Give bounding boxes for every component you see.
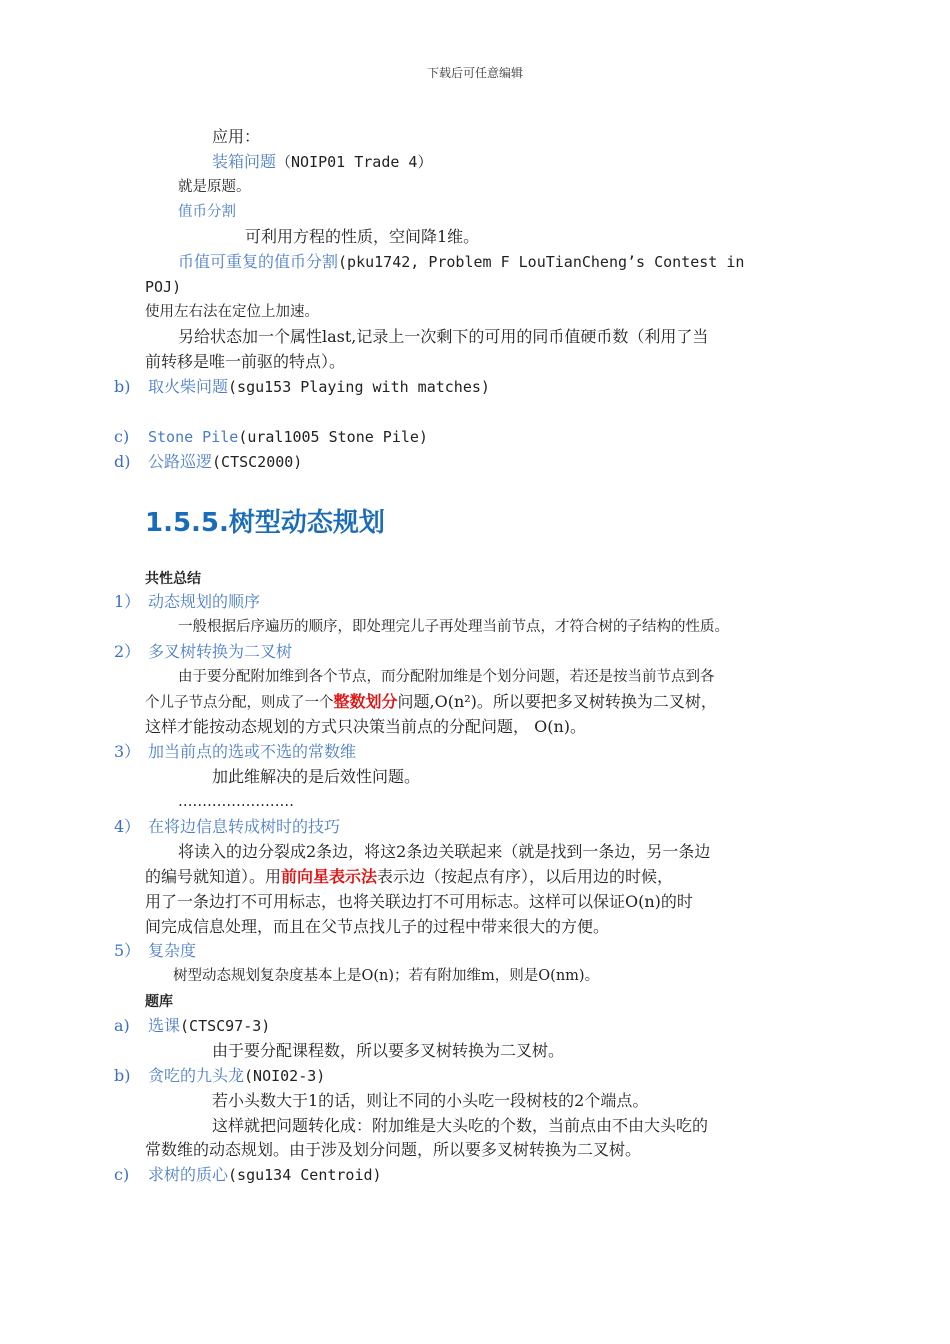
list-marker: d): [114, 452, 131, 471]
item-5-complexity: [114, 940, 196, 962]
ellipsis-dots: ……………………: [178, 794, 294, 810]
coin-split-link[interactable]: 值币分割: [178, 204, 236, 220]
item-4-title: 在将边信息转成树时的技巧: [148, 817, 341, 836]
item-1-title: 动态规划的顺序: [148, 592, 261, 611]
list-marker: 5）: [114, 941, 141, 960]
course-selection-source: (CTSC97-3): [180, 1017, 271, 1035]
list-marker: 2）: [114, 642, 141, 661]
item-5-title: 复杂度: [148, 941, 197, 960]
item-4-line2: [145, 866, 673, 888]
extra-state-line1: 另给状态加一个属性last,记录上一次剩下的可用的同币值硬币数（利用了当: [178, 327, 709, 346]
item-1-text: 一般根据后序遍历的顺序，即处理完儿子再处理当前节点，才符合树的子结构的性质。: [178, 619, 729, 635]
item-4-line1: 将读入的边分裂成2条边，将这2条边关联起来（就是找到一条边，另一条边: [178, 842, 711, 861]
list-marker: b): [114, 1066, 131, 1085]
course-selection-link[interactable]: 选课: [148, 1016, 181, 1035]
item-5-text: 树型动态规划复杂度基本上是O(n)；若有附加维m，则是O(nm)。: [173, 968, 600, 984]
nine-head-dragon-source: (NOI02-3): [244, 1067, 326, 1085]
apply-label: 应用：: [212, 127, 261, 146]
list-marker: c): [114, 427, 130, 446]
page-header: 下载后可任意编辑: [426, 66, 523, 80]
patrol-source: (CTSC2000): [212, 453, 303, 471]
item-4-line2-a: 的编号就知道）。用: [145, 867, 282, 886]
bank-item-b-line3: 常数维的动态规划。由于涉及划分问题，所以要多叉树转换为二叉树。: [145, 1140, 642, 1159]
box-problem-source: （NOIP01 Trade 4）: [276, 153, 433, 171]
item-2-line1: 由于要分配附加维到各个节点，而分配附加维是个划分问题，若还是按当前节点到各: [178, 669, 715, 685]
item-2-line2-a: 个儿子节点分配，则成了一个: [145, 695, 334, 711]
item-3-text: 加此维解决的是后效性问题。: [212, 767, 421, 786]
bank-item-c: [114, 1164, 382, 1186]
forward-star-highlight: 前向星表示法: [281, 867, 378, 886]
list-marker: b): [114, 377, 131, 396]
item-2-convert: [114, 641, 292, 663]
origin-note: 就是原题。: [178, 179, 251, 195]
item-1-order: [114, 591, 260, 613]
patrol-link[interactable]: 公路巡逻: [148, 452, 213, 471]
section-title: 1.5.5.树型动态规划: [145, 508, 385, 538]
item-3-const-dim: [114, 741, 356, 763]
item-3-title: 加当前点的选或不选的常数维: [148, 742, 357, 761]
problem-bank-heading: 题库: [145, 994, 173, 1010]
repeat-coin-link[interactable]: 币值可重复的值币分割: [178, 252, 339, 271]
common-summary-heading: 共性总结: [145, 571, 201, 587]
item-d-patrol: [114, 451, 302, 473]
item-4-line2-b: 表示边（按起点有序），以后用边的时候，: [377, 867, 674, 886]
centroid-source: (sgu134 Centroid): [228, 1166, 382, 1184]
nine-head-dragon-link[interactable]: 贪吃的九头龙: [148, 1066, 245, 1085]
item-2-line2: [145, 691, 717, 714]
bank-item-a-text: 由于要分配课程数，所以要多叉树转换为二叉树。: [212, 1041, 565, 1060]
item-2-line3: 这样才能按动态规划的方式只决策当前点的分配问题， O(n)。: [145, 717, 586, 736]
bank-item-a: [114, 1015, 270, 1037]
list-marker: 1）: [114, 592, 141, 611]
bank-item-b: [114, 1065, 325, 1087]
repeat-coin-line: [178, 251, 744, 273]
coin-split-desc: 可利用方程的性质，空间降1维。: [245, 227, 480, 246]
item-4-line3: 用了一条边打不可用标志，也将关联边打不可用标志。这样可以保证O(n)的时: [145, 892, 693, 911]
list-marker: 4）: [114, 817, 141, 836]
extra-state-line2: 前转移是唯一前驱的特点）。: [145, 352, 346, 371]
stone-pile-source: (ural1005 Stone Pile): [238, 428, 428, 446]
stone-pile-link[interactable]: Stone Pile: [148, 428, 239, 446]
item-2-title: 多叉树转换为二叉树: [148, 642, 293, 661]
bank-item-b-line1: 若小头数大于1的话，则让不同的小头吃一段树枝的2个端点。: [212, 1091, 649, 1110]
item-4-line4: 间完成信息处理，而且在父节点找儿子的过程中带来很大的方便。: [145, 917, 610, 936]
repeat-coin-source-cont: POJ): [145, 278, 182, 296]
box-problem-line: [212, 151, 432, 173]
item-2-line2-b: 问题,O(n²)。所以要把多叉树转换为二叉树，: [397, 692, 717, 711]
box-problem-link[interactable]: 装箱问题: [212, 152, 277, 171]
item-c-stone-pile: [114, 426, 428, 448]
integer-partition-highlight: 整数划分: [333, 692, 398, 711]
bank-item-b-line2: 这样就把问题转化成：附加维是大头吃的个数，当前点由不由大头吃的: [212, 1116, 709, 1135]
item-b-matches: [114, 376, 490, 398]
matches-source: (sgu153 Playing with matches): [228, 378, 490, 396]
centroid-link[interactable]: 求树的质心: [148, 1165, 229, 1184]
list-marker: c): [114, 1165, 130, 1184]
list-marker: 3）: [114, 742, 141, 761]
item-4-edge-tips: [114, 816, 340, 838]
list-marker: a): [114, 1016, 130, 1035]
repeat-coin-source: (pku1742, Problem F LouTianCheng’s Contest in: [338, 253, 745, 271]
left-right-note: 使用左右法在定位上加速。: [145, 304, 319, 320]
matches-link[interactable]: 取火柴问题: [148, 377, 229, 396]
